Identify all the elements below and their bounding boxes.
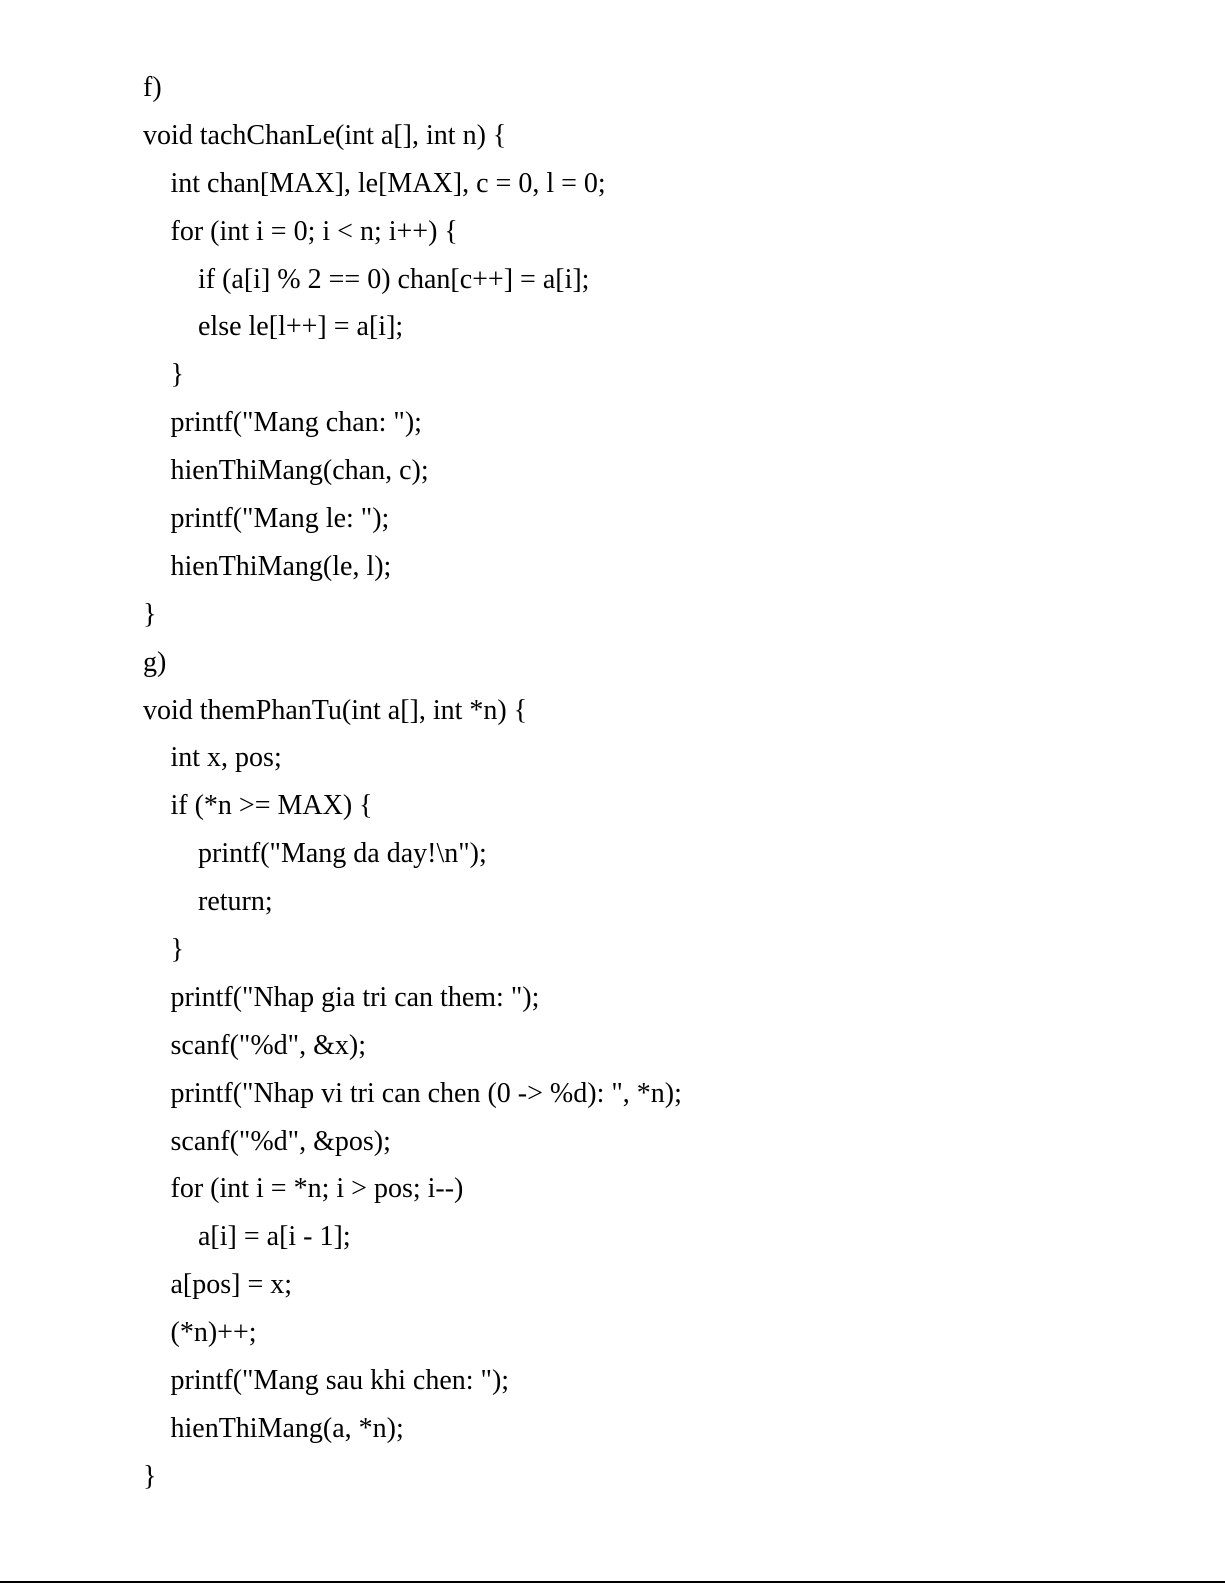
- code-line: for (int i = 0; i < n; i++) {: [170, 215, 458, 247]
- code-line: void tachChanLe(int a[], int n) {: [143, 119, 507, 151]
- code-line: hienThiMang(le, l);: [170, 550, 392, 582]
- code-line: printf("Mang le: ");: [170, 503, 390, 535]
- code-line: printf("Nhap gia tri can them: ");: [170, 981, 540, 1013]
- code-line: }: [170, 934, 184, 966]
- section-label-f: f): [143, 72, 162, 103]
- code-line: printf("Mang sau khi chen: ");: [170, 1365, 510, 1397]
- code-line: return;: [198, 886, 273, 918]
- code-line: }: [170, 359, 184, 391]
- code-line: scanf("%d", &x);: [170, 1029, 366, 1061]
- code-line: for (int i = *n; i > pos; i--): [170, 1173, 464, 1205]
- code-line: int x, pos;: [170, 742, 282, 774]
- code-line: a[pos] = x;: [170, 1269, 293, 1301]
- code-line: int chan[MAX], le[MAX], c = 0, l = 0;: [170, 167, 606, 199]
- code-line: scanf("%d", &pos);: [170, 1125, 391, 1157]
- code-line: else le[l++] = a[i];: [198, 311, 404, 343]
- code-line: a[i] = a[i - 1];: [198, 1221, 351, 1253]
- code-listing: [143, 64, 682, 1501]
- section-label-g: g): [143, 646, 167, 678]
- code-line: void themPhanTu(int a[], int *n) {: [143, 694, 528, 726]
- code-line: hienThiMang(a, *n);: [170, 1412, 404, 1444]
- code-line: if (*n >= MAX) {: [170, 790, 373, 822]
- code-line: }: [143, 1460, 157, 1492]
- code-line: printf("Mang chan: ");: [170, 407, 422, 439]
- code-line: if (a[i] % 2 == 0) chan[c++] = a[i];: [198, 263, 590, 295]
- code-line: (*n)++;: [170, 1317, 257, 1349]
- code-line: }: [143, 598, 157, 630]
- code-line: printf("Nhap vi tri can chen (0 -> %d): ", *n);: [170, 1077, 682, 1109]
- code-line: printf("Mang da day!\n");: [198, 838, 487, 870]
- code-line: hienThiMang(chan, c);: [170, 455, 429, 487]
- page-bottom-divider: [0, 1581, 1225, 1583]
